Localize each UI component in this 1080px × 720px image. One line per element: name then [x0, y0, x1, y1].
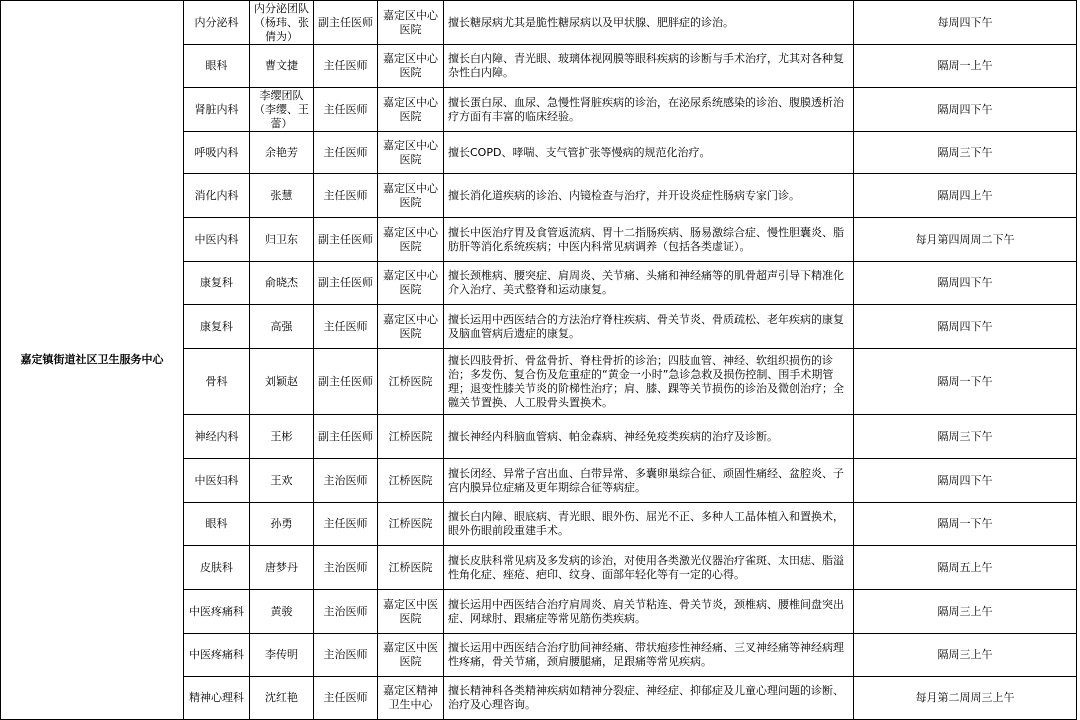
schedule-cell: 隔周四下午: [854, 305, 1077, 349]
organization-cell: 嘉定镇街道社区卫生服务中心: [1, 1, 184, 720]
title-cell: 主治医师: [314, 590, 378, 634]
doctor-cell: 沈红艳: [250, 677, 314, 720]
hospital-cell: 江桥医院: [378, 349, 444, 415]
schedule-cell: 隔周五上午: [854, 546, 1077, 590]
hospital-cell: 嘉定区中心医院: [378, 262, 444, 305]
doctor-cell: 李缨团队（李缨、王蕾）: [250, 88, 314, 132]
specialty-cell: 擅长闭经、异常子宫出血、白带异常、多囊卵巢综合征、顽固性痛经、盆腔炎、子宫内膜异位症痛及更年期综合征等病症。: [444, 459, 854, 503]
department-cell: 呼吸内科: [184, 132, 250, 174]
hospital-cell: 嘉定区中医医院: [378, 590, 444, 634]
hospital-cell: 嘉定区精神卫生中心: [378, 677, 444, 720]
department-cell: 神经内科: [184, 415, 250, 459]
title-cell: 主治医师: [314, 634, 378, 677]
doctor-cell: 归卫东: [250, 218, 314, 262]
title-cell: 主任医师: [314, 88, 378, 132]
specialty-cell: 擅长中医治疗胃及食管返流病、胃十二指肠疾病、肠易激综合症、慢性胆囊炎、脂肪肝等消化系统疾病；中医内科常见病调养（包括各类虚证）。: [444, 218, 854, 262]
schedule-cell: 隔周一下午: [854, 349, 1077, 415]
schedule-cell: 隔周三下午: [854, 132, 1077, 174]
title-cell: 主任医师: [314, 305, 378, 349]
hospital-cell: 嘉定区中心医院: [378, 174, 444, 218]
doctor-cell: 高强: [250, 305, 314, 349]
doctor-cell: 内分泌团队（杨玮、张倩为）: [250, 1, 314, 45]
title-cell: 主治医师: [314, 546, 378, 590]
title-cell: 副主任医师: [314, 1, 378, 45]
specialty-cell: 擅长糖尿病尤其是脆性糖尿病以及甲状腺、肥胖症的诊治。: [444, 1, 854, 45]
hospital-cell: 嘉定区中心医院: [378, 305, 444, 349]
schedule-cell: 每周四下午: [854, 1, 1077, 45]
hospital-cell: 嘉定区中心医院: [378, 132, 444, 174]
doctor-cell: 黄骏: [250, 590, 314, 634]
title-cell: 主治医师: [314, 459, 378, 503]
department-cell: 皮肤科: [184, 546, 250, 590]
schedule-cell: 隔周四下午: [854, 88, 1077, 132]
specialty-cell: 擅长白内障、眼底病、青光眼、眼外伤、屈光不正、多种人工晶体植入和置换术，眼外伤眼前段重建手术。: [444, 503, 854, 546]
title-cell: 主任医师: [314, 45, 378, 88]
department-cell: 眼科: [184, 503, 250, 546]
hospital-cell: 嘉定区中医医院: [378, 634, 444, 677]
doctor-cell: 刘颖赵: [250, 349, 314, 415]
hospital-cell: 江桥医院: [378, 415, 444, 459]
specialty-cell: 擅长白内障、青光眼、玻璃体视网膜等眼科疾病的诊断与手术治疗，尤其对各种复杂性白内障。: [444, 45, 854, 88]
schedule-cell: 隔周四上午: [854, 174, 1077, 218]
title-cell: 主任医师: [314, 132, 378, 174]
specialty-cell: 擅长运用中西医结合治疗肋间神经痛、带状疱疹性神经痛、三叉神经痛等神经病理性疼痛，骨关节痛，颈肩腰腿痛，足跟痛等常见疾病。: [444, 634, 854, 677]
department-cell: 中医疼痛科: [184, 590, 250, 634]
hospital-cell: 江桥医院: [378, 546, 444, 590]
doctor-cell: 唐梦丹: [250, 546, 314, 590]
schedule-cell: 隔周四下午: [854, 262, 1077, 305]
doctor-cell: 王彬: [250, 415, 314, 459]
specialty-cell: 擅长运用中西医结合的方法治疗脊柱疾病、骨关节炎、骨质疏松、老年疾病的康复及脑血管病后遗症的康复。: [444, 305, 854, 349]
schedule-cell: 隔周三上午: [854, 590, 1077, 634]
department-cell: 康复科: [184, 262, 250, 305]
title-cell: 主任医师: [314, 174, 378, 218]
table-body: [1, 1, 1077, 720]
department-cell: 中医妇科: [184, 459, 250, 503]
title-cell: 副主任医师: [314, 218, 378, 262]
schedule-cell: 每月第四周周二下午: [854, 218, 1077, 262]
schedule-cell: 隔周四下午: [854, 459, 1077, 503]
specialty-cell: 擅长四肢骨折、骨盆骨折、脊柱骨折的诊治；四肢血管、神经、软组织损伤的诊治；多发伤、复合伤及危重症的“黄金一小时”急诊急救及损伤控制、围手术期管理；退变性膝关节炎的阶梯性治疗；肩、膝、踝等关节损伤的诊治及微创治疗；全髋关节置换、人工股骨头置换术。: [444, 349, 854, 415]
doctor-cell: 曹文捷: [250, 45, 314, 88]
table-row: [1, 1, 1077, 45]
hospital-cell: 江桥医院: [378, 459, 444, 503]
doctor-cell: 孙勇: [250, 503, 314, 546]
doctor-cell: 王欢: [250, 459, 314, 503]
schedule-cell: 隔周三上午: [854, 634, 1077, 677]
department-cell: 骨科: [184, 349, 250, 415]
department-cell: 眼科: [184, 45, 250, 88]
doctor-cell: 张慧: [250, 174, 314, 218]
title-cell: 副主任医师: [314, 262, 378, 305]
department-cell: 内分泌科: [184, 1, 250, 45]
specialty-cell: 擅长神经内科脑血管病、帕金森病、神经免疫类疾病的治疗及诊断。: [444, 415, 854, 459]
hospital-cell: 嘉定区中心医院: [378, 45, 444, 88]
hospital-cell: 嘉定区中心医院: [378, 218, 444, 262]
doctor-cell: 俞晓杰: [250, 262, 314, 305]
specialty-cell: 擅长精神科各类精神疾病如精神分裂症、神经症、抑郁症及儿童心理问题的诊断、治疗及心理咨询。: [444, 677, 854, 720]
department-cell: 消化内科: [184, 174, 250, 218]
title-cell: 副主任医师: [314, 349, 378, 415]
department-cell: 中医内科: [184, 218, 250, 262]
hospital-cell: 嘉定区中心医院: [378, 1, 444, 45]
doctor-cell: 余艳芳: [250, 132, 314, 174]
specialty-cell: 擅长颈椎病、腰突症、肩周炎、关节痛、头痛和神经痛等的肌骨超声引导下精准化介入治疗、美式整脊和运动康复。: [444, 262, 854, 305]
department-cell: 康复科: [184, 305, 250, 349]
specialty-cell: 擅长消化道疾病的诊治、内镜检查与治疗，并开设炎症性肠病专家门诊。: [444, 174, 854, 218]
hospital-cell: 江桥医院: [378, 503, 444, 546]
schedule-cell: 隔周三下午: [854, 415, 1077, 459]
department-cell: 中医疼痛科: [184, 634, 250, 677]
title-cell: 主任医师: [314, 677, 378, 720]
schedule-cell: 隔周一下午: [854, 503, 1077, 546]
title-cell: 主任医师: [314, 503, 378, 546]
specialty-cell: 擅长COPD、哮喘、支气管扩张等慢病的规范化治疗。: [444, 132, 854, 174]
specialty-cell: 擅长皮肤科常见病及多发病的诊治，对使用各类激光仪器治疗雀斑、太田痣、脂溢性角化症、痤疮、疤印、纹身、面部年轻化等有一定的心得。: [444, 546, 854, 590]
specialty-cell: 擅长蛋白尿、血尿、急慢性肾脏疾病的诊治，在泌尿系统感染的诊治、腹膜透析治疗方面有丰富的临床经验。: [444, 88, 854, 132]
title-cell: 副主任医师: [314, 415, 378, 459]
department-cell: 精神心理科: [184, 677, 250, 720]
schedule-cell: 隔周一上午: [854, 45, 1077, 88]
hospital-cell: 嘉定区中心医院: [378, 88, 444, 132]
department-cell: 肾脏内科: [184, 88, 250, 132]
schedule-cell: 每月第二周周三上午: [854, 677, 1077, 720]
doctor-cell: 李传明: [250, 634, 314, 677]
specialty-cell: 擅长运用中西医结合治疗肩周炎、肩关节粘连、骨关节炎，颈椎病、腰椎间盘突出症、网球肘、跟痛症等常见筋伤类疾病。: [444, 590, 854, 634]
